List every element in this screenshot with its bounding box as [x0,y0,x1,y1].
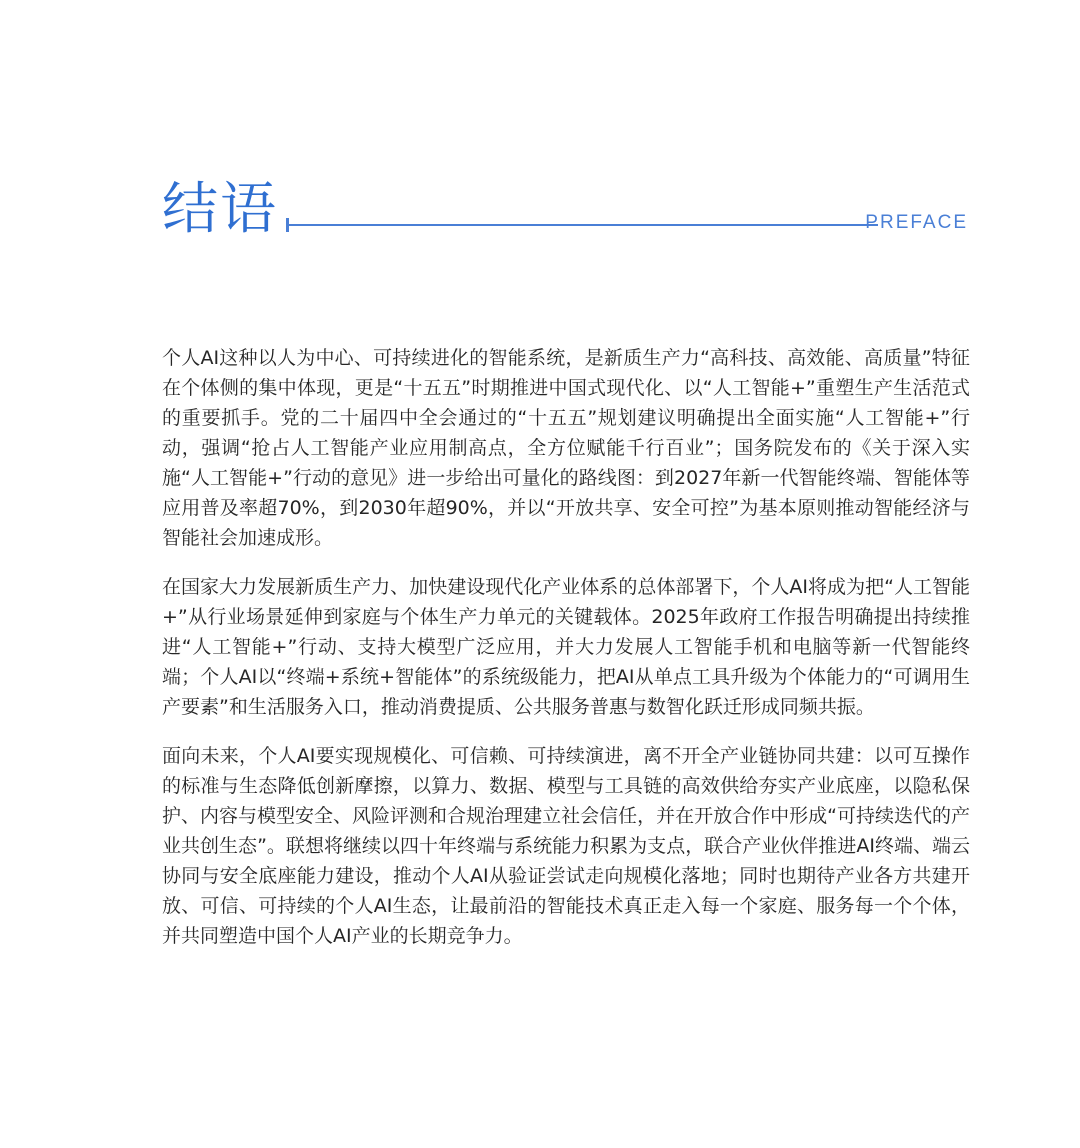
section-title: 结语 [162,177,278,242]
section-subtitle: PREFACE [865,212,968,233]
paragraph-3: 面向未来，个人AI要实现规模化、可信赖、可持续演进，离不开全产业链协同共建：以可互操作的标准与生态降低创新摩擦，以算力、数据、模型与工具链的高效供给夯实产业底座，以隐私保护、内容与模型安全、风险评测和合规治理建立社会信任，并在开放合作中形成“可持续迭代的产业共创生态”。联想将继续以四十年终端与系统能力积累为支点，联合产业伙伴推进AI终端、端云协同与安全底座能力建设，推动个人AI从验证尝试走向规模化落地；同时也期待产业各方共建开放、可信、可持续的个人AI生态，让最前沿的智能技术真正走入每一个家庭、服务每一个个体，并共同塑造中国个人AI产业的长期竞争力。 [162,745,970,947]
paragraph-2: 在国家大力发展新质生产力、加快建设现代化产业体系的总体部署下，个人AI将成为把“人工智能+”从行业场景延伸到家庭与个体生产力单元的关键载体。2025年政府工作报告明确提出持续推进“人工智能+”行动、支持大模型广泛应用，并大力发展人工智能手机和电脑等新一代智能终端；个人AI以“终端+系统+智能体”的系统级能力，把AI从单点工具升级为个体能力的“可调用生产要素”和生活服务入口，推动消费提质、公共服务普惠与数智化跃迁形成同频共振。 [162,576,970,718]
header-rule [288,224,878,226]
body-text [162,343,970,970]
paragraph-1: 个人AI这种以人为中心、可持续进化的智能系统，是新质生产力“高科技、高效能、高质量”特征在个体侧的集中体现，更是“十五五”时期推进中国式现代化、以“人工智能+”重塑生产生活范式的重要抓手。党的二十届四中全会通过的“十五五”规划建议明确提出全面实施“人工智能+”行动，强调“抢占人工智能产业应用制高点，全方位赋能千行百业”；国务院发布的《关于深入实施“人工智能+”行动的意见》进一步给出可量化的路线图：到2027年新一代智能终端、智能体等应用普及率超70%，到2030年超90%，并以“开放共享、安全可控”为基本原则推动智能经济与智能社会加速成形。 [162,347,970,549]
section-header [162,178,968,248]
